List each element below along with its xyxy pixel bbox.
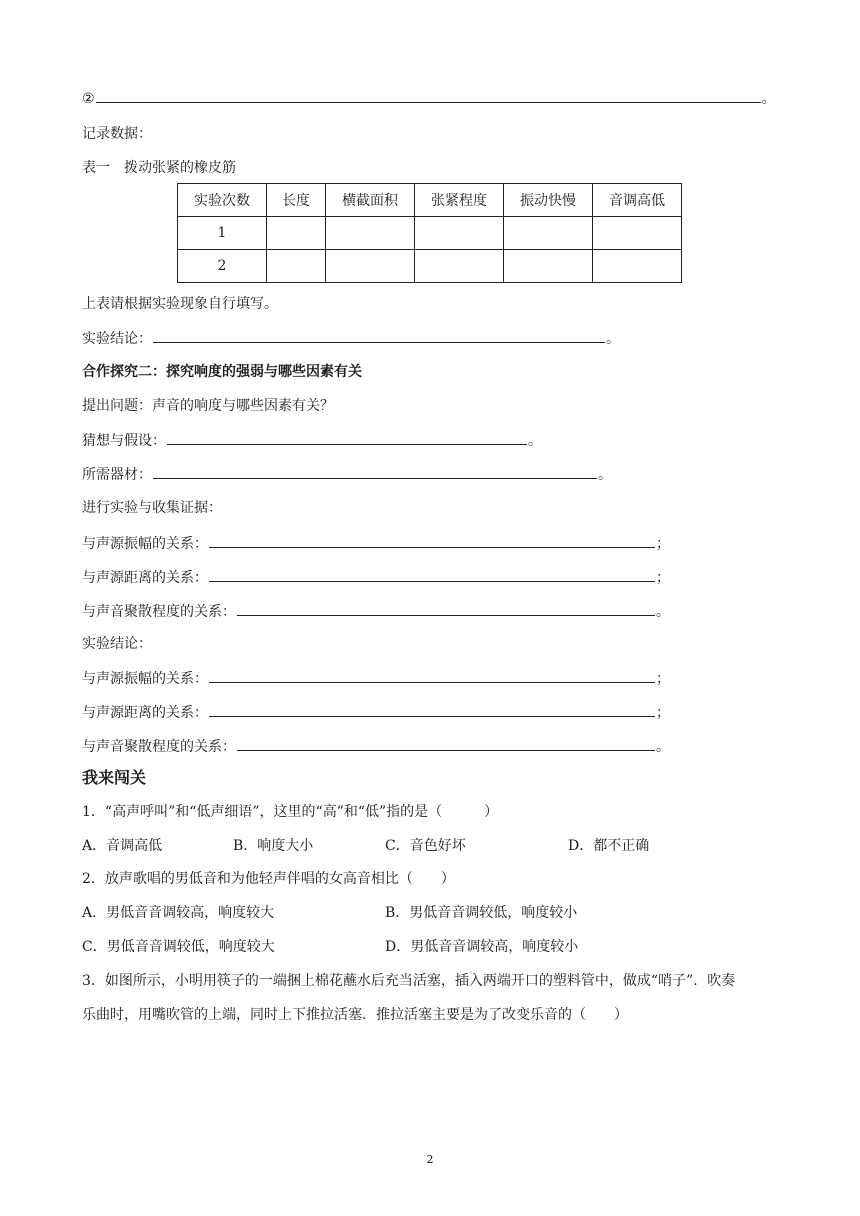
table-caption: 表一 拨动张紧的橡皮筋 bbox=[82, 160, 236, 176]
table-cell[interactable] bbox=[326, 250, 415, 283]
table-header-cell: 音调高低 bbox=[593, 184, 682, 217]
answer-blank[interactable] bbox=[209, 533, 655, 548]
page-number: 2 bbox=[426, 1153, 434, 1166]
answer-blank[interactable] bbox=[153, 464, 597, 479]
table-header-row bbox=[178, 184, 682, 217]
conclusion-focus-line: 与声音聚散程度的关系： 。 bbox=[82, 736, 670, 757]
evidence-distance-line: 与声源距离的关系： ； bbox=[82, 567, 670, 588]
table-note: 上表请根据实验现象自行填写。 bbox=[82, 296, 278, 312]
answer-blank[interactable] bbox=[209, 702, 655, 717]
answer-blank[interactable] bbox=[167, 430, 527, 445]
table-cell[interactable] bbox=[504, 217, 593, 250]
table-header-cell: 实验次数 bbox=[178, 184, 267, 217]
answer-blank[interactable] bbox=[96, 88, 761, 103]
table-row bbox=[178, 250, 682, 283]
answer-blank[interactable] bbox=[237, 736, 655, 751]
question-3-stem-line-2: 乐曲时，用嘴吹管的上端，同时上下推拉活塞．推拉活塞主要是为了改变乐音的（ ） bbox=[82, 1007, 628, 1023]
table-cell[interactable] bbox=[415, 217, 504, 250]
question-1-option-d[interactable]: D．都不正确 bbox=[568, 838, 650, 854]
table-cell[interactable] bbox=[267, 250, 326, 283]
question-line: 提出问题：声音的响度与哪些因素有关？ bbox=[82, 398, 334, 414]
answer-blank[interactable] bbox=[209, 668, 655, 683]
question-2-option-d[interactable]: D．男低音音调较高，响度较小 bbox=[385, 939, 579, 955]
answer-blank[interactable] bbox=[153, 328, 605, 343]
data-table bbox=[177, 183, 682, 283]
question-2-option-a[interactable]: A．男低音音调较高，响度较大 bbox=[82, 905, 275, 921]
table-header-cell: 横截面积 bbox=[326, 184, 415, 217]
table-header-cell: 振动快慢 bbox=[504, 184, 593, 217]
question-1-option-a[interactable]: A．音调高低 bbox=[82, 838, 163, 854]
evidence-amplitude-line: 与声源振幅的关系： ； bbox=[82, 533, 670, 554]
question-1-stem: 1．“高声呼叫”和“低声细语”，这里的“高”和“低”指的是（ ） bbox=[82, 804, 499, 820]
conclusion-label-2: 实验结论： bbox=[82, 636, 152, 652]
table-row bbox=[178, 217, 682, 250]
table-header-cell: 张紧程度 bbox=[415, 184, 504, 217]
question-2-option-b[interactable]: B．男低音音调较低，响度较小 bbox=[385, 905, 578, 921]
question-2-option-c[interactable]: C．男低音音调较低，响度较大 bbox=[82, 939, 275, 955]
table-cell[interactable] bbox=[504, 250, 593, 283]
experiment-label: 进行实验与收集证据： bbox=[82, 500, 222, 516]
evidence-focus-line: 与声音聚散程度的关系： 。 bbox=[82, 601, 670, 622]
equipment-line: 所需器材： 。 bbox=[82, 464, 612, 485]
table-cell[interactable] bbox=[593, 217, 682, 250]
record-data-label: 记录数据： bbox=[82, 126, 152, 142]
conclusion-line-1: 实验结论： 。 bbox=[82, 328, 620, 349]
table-cell: 1 bbox=[178, 217, 267, 250]
table-cell[interactable] bbox=[326, 217, 415, 250]
hypothesis-line: 猜想与假设： 。 bbox=[82, 430, 542, 451]
table-cell[interactable] bbox=[267, 217, 326, 250]
table-cell[interactable] bbox=[593, 250, 682, 283]
section-subtitle: 合作探究二：探究响度的强弱与哪些因素有关 bbox=[82, 364, 362, 380]
question-1-option-c[interactable]: C．音色好坏 bbox=[385, 838, 466, 854]
question-2-stem: 2．放声歌唱的男低音和为他轻声伴唱的女高音相比（ ） bbox=[82, 871, 455, 887]
table-cell: 2 bbox=[178, 250, 267, 283]
table-header-cell: 长度 bbox=[267, 184, 326, 217]
answer-blank[interactable] bbox=[237, 601, 655, 616]
question-1-option-b[interactable]: B．响度大小 bbox=[233, 838, 314, 854]
question-3-stem-line-1: 3．如图所示，小明用筷子的一端捆上棉花蘸水后充当活塞，插入两端开口的塑料管中，做成“哨子”．吹奏 bbox=[82, 973, 736, 989]
table-cell[interactable] bbox=[415, 250, 504, 283]
blank-line-2: ② 。 bbox=[82, 88, 776, 109]
conclusion-distance-line: 与声源距离的关系： ； bbox=[82, 702, 670, 723]
answer-blank[interactable] bbox=[209, 567, 655, 582]
section-heading: 我来闯关 bbox=[82, 768, 147, 787]
conclusion-amplitude-line: 与声源振幅的关系： ； bbox=[82, 668, 670, 689]
